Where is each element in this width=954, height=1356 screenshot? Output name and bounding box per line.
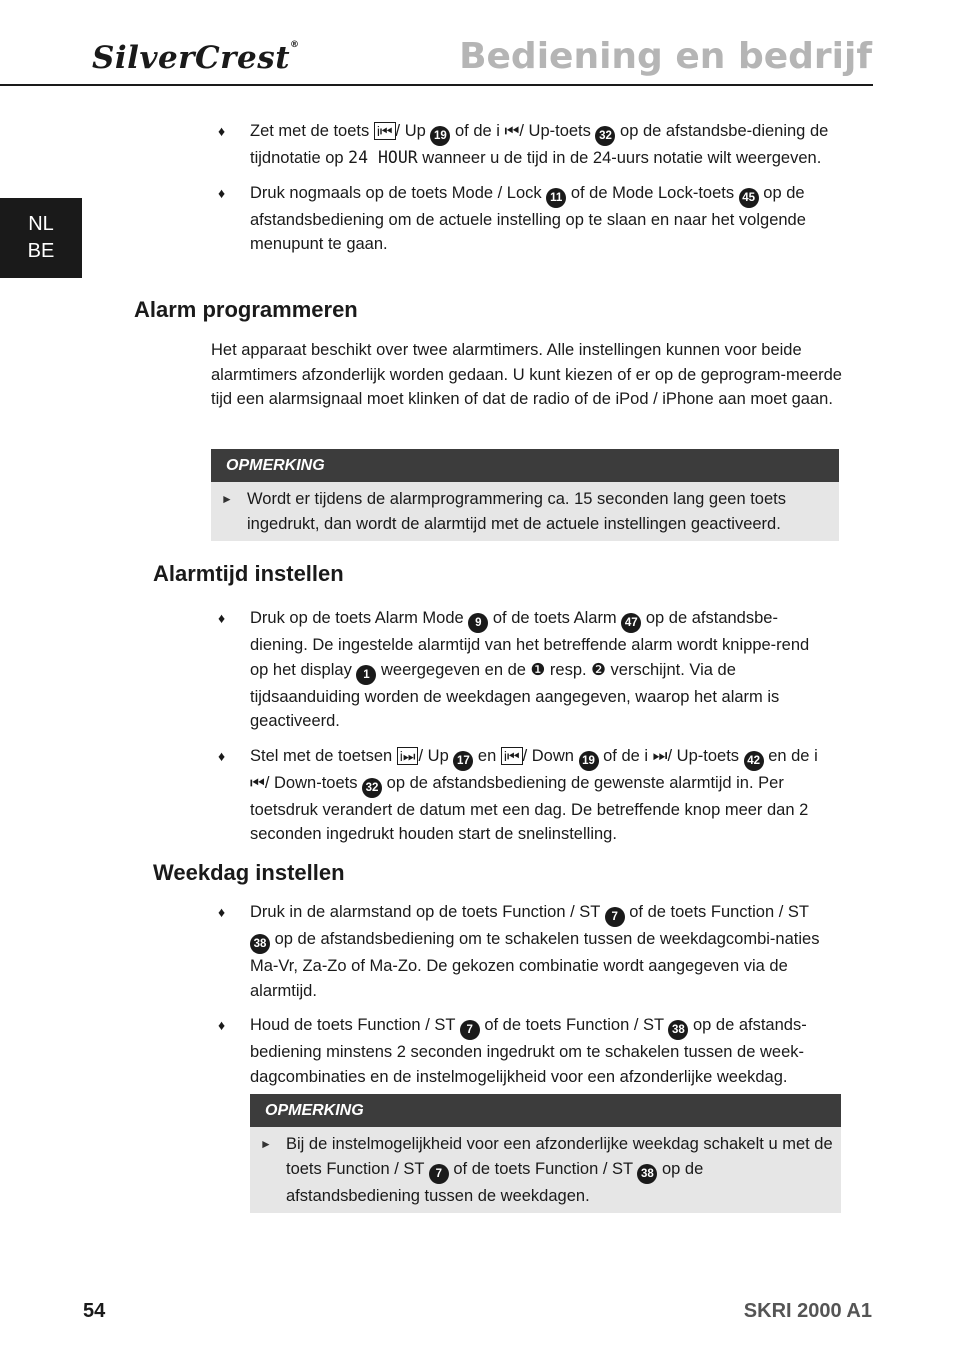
text-run: wanneer u de tijd in de 24-uurs notatie wilt weergeven. (417, 149, 822, 167)
text-run: of de i ⏮/ Up-toets (450, 122, 596, 140)
list-item (218, 181, 830, 257)
text-run: op de afstandsbediening de gewenste alarmtijd in. Per toetsdruk verandert de datum met een dag. De betreffende knop meer dan 2 seconden ingedrukt houden start de snelinstelling. (250, 773, 809, 843)
note-body (211, 482, 839, 541)
language-code-be: BE (27, 240, 55, 262)
note-text: Wordt er tijdens de alarmprogrammering ca. 15 seconden lang geen toets ingedrukt, dan wordt de alarmtijd met de actuele instellingen geactiveerd. (247, 490, 786, 533)
text-run: op de afstandsbe-diening de tijdnotatie op (250, 122, 829, 167)
list-item (218, 744, 830, 847)
header-divider (0, 84, 873, 86)
text-run: / Up (418, 746, 454, 765)
text-run: op de afstandsbediening om de actuele instelling op te slaan en naar het volgende menupunt te gaan. (250, 183, 806, 253)
note-label: OPMERKING (250, 1094, 841, 1127)
text-run: of de Mode Lock-toets (566, 183, 739, 202)
button-symbol-icon: i⏮ (374, 122, 396, 140)
list-item (218, 1013, 830, 1089)
reference-number-badge: 45 (739, 188, 759, 208)
arrow-right-icon: ► (260, 1137, 272, 1151)
text-run: of de toets Function / ST (479, 1016, 669, 1034)
reference-number-badge: 32 (595, 126, 615, 146)
note-body (250, 1127, 841, 1213)
reference-number-badge: 32 (362, 778, 382, 798)
list-item (218, 119, 830, 171)
reference-number-badge: 19 (579, 751, 599, 771)
text-run: op de afstandsbe-diening. De ingestelde alarmtijd van het betreffende alarm wordt knippe-rend op het display (250, 609, 810, 679)
note-label: OPMERKING (211, 449, 839, 482)
text-run: op de afstandsbediening om te schakelen tussen de weekdagcombi-naties Ma-Vr, Za-Zo of Ma-Zo. De gekozen combinatie wordt aangegeven via de alarmtijd. (250, 930, 820, 1000)
reference-number-badge: 1 (356, 665, 376, 685)
reference-number-badge: 38 (637, 1164, 657, 1184)
text-run: of de toets Function / ST (448, 1159, 638, 1178)
section-heading-weekdag: Weekdag instellen (153, 860, 345, 885)
bullet-text (250, 1016, 807, 1086)
note-box-weekdag (250, 1094, 841, 1213)
reference-number-badge: 17 (453, 751, 473, 771)
text-run: / Up (395, 122, 431, 140)
text-run: weergegeven en de ❶ resp. ❷ verschijnt. Via de tijdsaanduiding worden de weekdagen aangegeven, waarop het alarm is geactiveerd. (250, 660, 780, 730)
bullet-text (250, 609, 809, 730)
reference-number-badge: 9 (468, 613, 488, 633)
bullet-text (250, 903, 819, 1000)
alarm-intro-paragraph: Het apparaat beschikt over twee alarmtimers. Alle instellingen kunnen voor beide alarmtimers afzonderlijk worden gedaan. U kunt kiezen of er op de geprogram-meerde tijd een alarmsignaal moet klinken of dat de radio of de iPod / iPhone aan moet gaan. (211, 341, 842, 408)
language-code-nl: NL (28, 213, 54, 235)
brand-name: SilverCrest (92, 40, 291, 76)
reference-number-badge: 42 (744, 751, 764, 771)
text-run: Stel met de toetsen (250, 746, 397, 765)
page-title: Bediening en bedrijf (459, 36, 872, 77)
text-run: / Down (522, 746, 579, 765)
section-heading-alarm: Alarm programmeren (134, 297, 358, 322)
text-run: Druk op de toets Alarm Mode (250, 609, 469, 627)
registered-mark: ® (290, 40, 300, 50)
reference-number-badge: 7 (605, 907, 625, 927)
note-box-alarm (211, 449, 839, 541)
weekdag-bullet-list (218, 900, 830, 1089)
reference-number-badge: 38 (250, 934, 270, 954)
intro-bullet-list (218, 119, 830, 257)
brand-logo (92, 40, 300, 76)
text-run: of de toets Alarm (488, 609, 622, 627)
text-run: Zet met de toets (250, 122, 374, 140)
alarmtijd-bullet-list (218, 606, 830, 847)
text-run: Druk nogmaals op de toets Mode / Lock (250, 183, 547, 202)
text-run: Bij de instelmogelijkheid voor een afzonderlijke weekdag schakelt u met de toets Function / ST (286, 1135, 833, 1178)
text-run: en (473, 746, 501, 765)
button-symbol-icon: i⏭ (397, 747, 419, 765)
diamond-bullet-icon: ♦ (218, 123, 226, 139)
note-text (286, 1135, 833, 1205)
list-item (218, 606, 830, 734)
reference-number-badge: 38 (668, 1020, 688, 1040)
bullet-text (250, 122, 828, 167)
text-run: op de afstands-bediening minstens 2 seconden ingedrukt om te schakelen tussen de week-dagcombinaties en de instelmogelijkheid voor een afzonderlijke weekdag. (250, 1016, 807, 1086)
reference-number-badge: 47 (621, 613, 641, 633)
bullet-text (250, 184, 806, 254)
text-run: Houd de toets Function / ST (250, 1016, 460, 1034)
display-segment-text: 24 HOUR (348, 148, 418, 167)
text-run: of de i ⏭/ Up-toets (598, 746, 744, 765)
diamond-bullet-icon: ♦ (218, 904, 226, 920)
list-item (218, 900, 830, 1003)
page-number: 54 (83, 1300, 106, 1322)
button-symbol-icon: i⏮ (501, 747, 523, 765)
text-run: of de toets Function / ST (624, 903, 809, 921)
section-heading-alarmtijd: Alarmtijd instellen (153, 561, 344, 586)
diamond-bullet-icon: ♦ (218, 184, 226, 201)
reference-number-badge: 7 (429, 1164, 449, 1184)
model-number: SKRI 2000 A1 (743, 1300, 872, 1322)
reference-number-badge: 11 (546, 188, 566, 208)
arrow-right-icon: ► (221, 492, 233, 506)
diamond-bullet-icon: ♦ (218, 747, 226, 764)
text-run: Druk in de alarmstand op de toets Function / ST (250, 903, 605, 921)
diamond-bullet-icon: ♦ (218, 1017, 226, 1033)
diamond-bullet-icon: ♦ (218, 610, 226, 626)
text-run: op de afstandsbediening tussen de weekdagen. (286, 1159, 704, 1205)
language-tab (0, 198, 82, 278)
bullet-text (250, 747, 818, 844)
reference-number-badge: 19 (430, 126, 450, 146)
text-run: en de i ⏮/ Down-toets (250, 746, 818, 792)
reference-number-badge: 7 (460, 1020, 480, 1040)
